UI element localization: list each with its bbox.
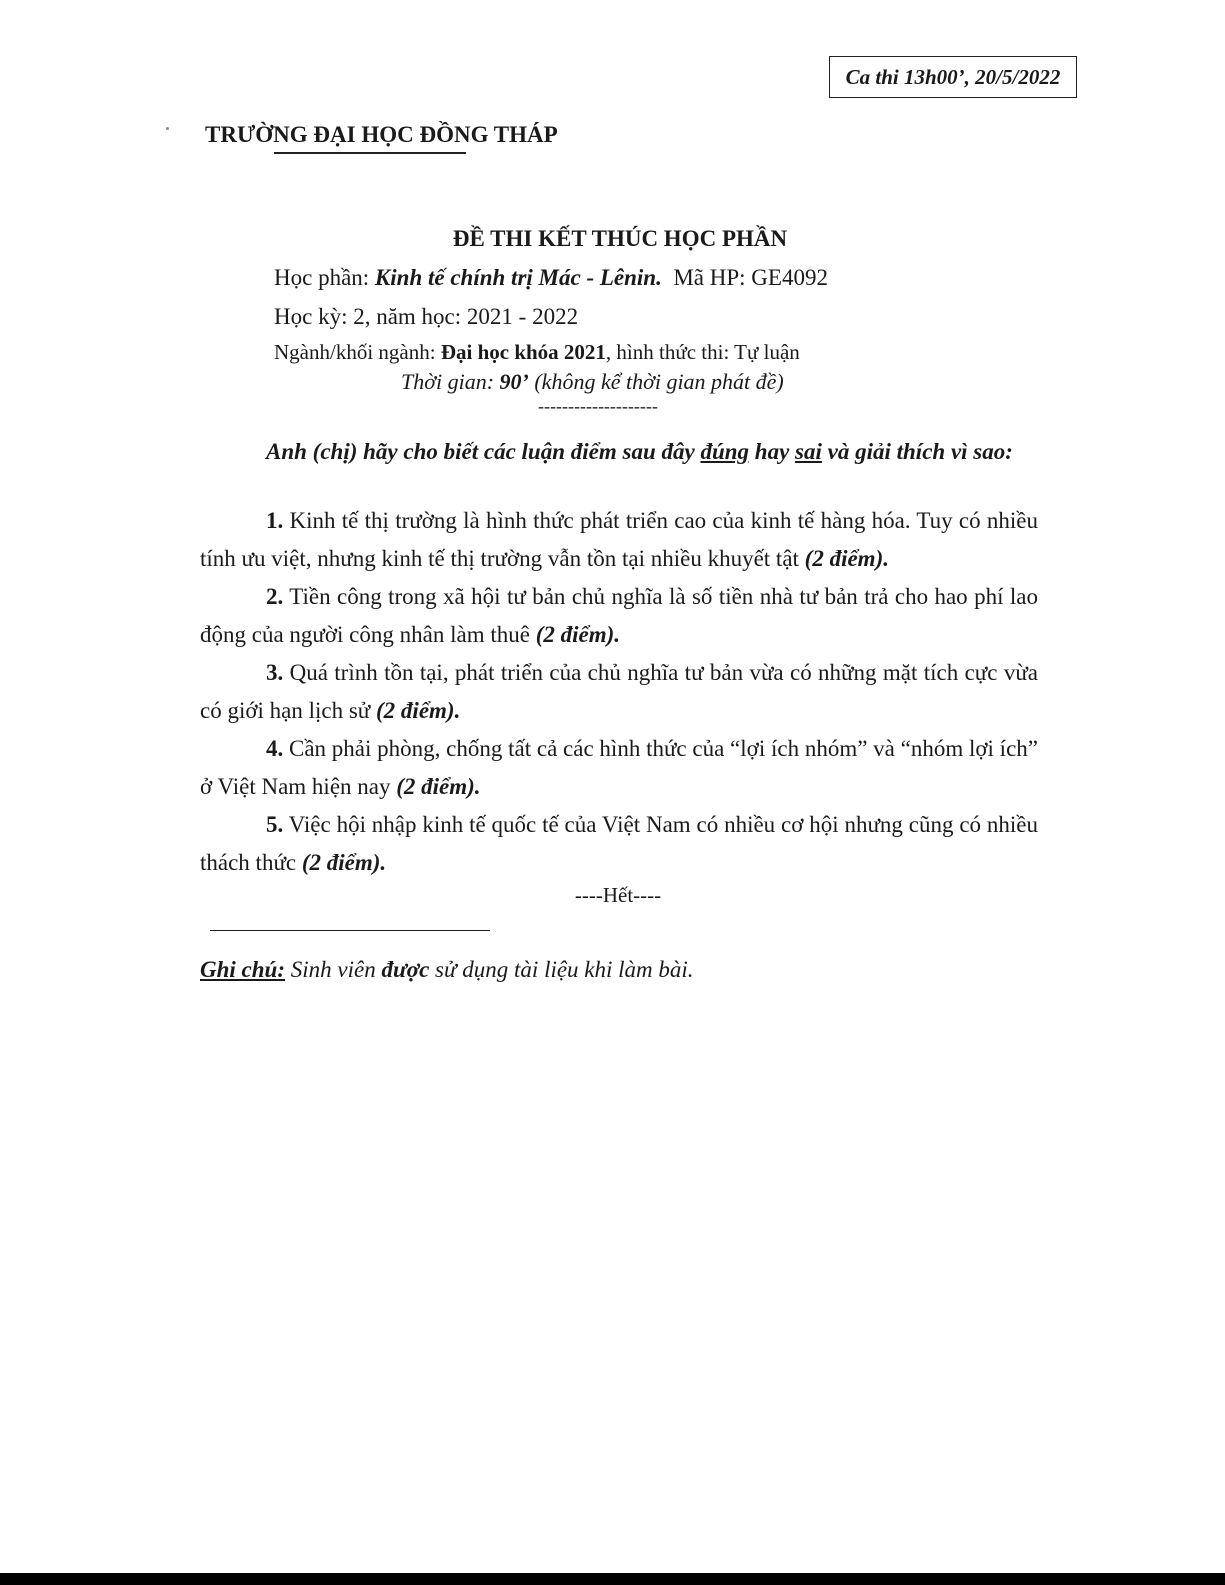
footnote-separator [210, 930, 490, 931]
course-line [274, 265, 828, 291]
note [200, 957, 694, 983]
note-text-after: sử dụng tài liệu khi làm bài. [429, 957, 694, 982]
question-text: Kinh tế thị trường là hình thức phát triển cao của kinh tế hàng hóa. Tuy có nhiều tính ưu việt, nhưng kinh tế thị trường vẫn tồn tại nhiều khuyết tật [200, 508, 1038, 571]
exam-format: , hình thức thi: Tự luận [605, 340, 800, 364]
exam-session-box [829, 56, 1077, 98]
question-text: Cần phải phòng, chống tất cả các hình thức của “lợi ích nhóm” và “nhóm lợi ích” ở Việt Nam hiện nay [200, 736, 1038, 799]
major-label: Ngành/khối ngành: [274, 340, 441, 364]
question-item [200, 502, 1038, 578]
header-dash-separator: -------------------- [538, 396, 658, 416]
course-label: Học phần: [274, 265, 375, 290]
question-number: 1. [266, 508, 284, 533]
question-points: (2 điểm). [396, 774, 481, 799]
question-points: (2 điểm). [804, 546, 889, 571]
question-item [200, 806, 1038, 882]
question-points: (2 điểm). [301, 850, 387, 875]
major-value: Đại học khóa 2021 [440, 340, 606, 364]
instruction-part2: và giải thích vì sao: [821, 439, 1013, 464]
question-item [200, 730, 1038, 806]
time-label: Thời gian: [401, 369, 500, 394]
question-text: Việc hội nhập kinh tế quốc tế của Việt Nam có nhiều cơ hội nhưng cũng có nhiều thách thức [200, 812, 1038, 875]
semester-line: Học kỳ: 2, năm học: 2021 - 2022 [274, 304, 579, 329]
scan-speck [166, 127, 169, 130]
scan-bottom-border [0, 1573, 1225, 1585]
question-points: (2 điểm). [376, 698, 461, 723]
time-line [401, 369, 784, 395]
time-note: (không kể thời gian phát đề) [528, 369, 784, 394]
question-points: (2 điểm). [535, 622, 621, 647]
exam-session-text: Ca thi 13h00’, 20/5/2022 [845, 64, 1061, 89]
instruction-part1: Anh (chị) hãy cho biết các luận điểm sau đây [266, 439, 701, 464]
time-value: 90’ [499, 369, 529, 394]
course-code: Mã HP: GE4092 [661, 265, 828, 290]
instruction [200, 430, 1040, 474]
question-item [200, 654, 1038, 730]
question-text: Tiền công trong xã hội tư bản chủ nghĩa là số tiền nhà tư bản trả cho hao phí lao động của người công nhân làm thuê [200, 584, 1038, 647]
instruction-true-word: đúng [700, 439, 750, 464]
note-text-before: Sinh viên [285, 957, 382, 982]
question-number: 5. [266, 812, 284, 837]
school-name-underline [274, 152, 466, 154]
question-text: Quá trình tồn tại, phát triển của chủ nghĩa tư bản vừa có những mặt tích cực vừa có giới hạn lịch sử [200, 660, 1038, 723]
question-item [200, 578, 1038, 654]
instruction-false-word: sai [795, 439, 822, 464]
question-number: 4. [266, 736, 284, 761]
end-marker: ----Hết---- [574, 883, 662, 907]
note-label: Ghi chú: [200, 957, 285, 982]
question-number: 3. [266, 660, 284, 685]
exam-title: ĐỀ THI KẾT THÚC HỌC PHẦN [452, 226, 788, 251]
major-line [274, 340, 800, 365]
question-list [200, 502, 1038, 882]
instruction-mid: hay [749, 439, 796, 464]
school-name: TRƯỜNG ĐẠI HỌC ĐỒNG THÁP [205, 122, 558, 147]
question-number: 2. [266, 584, 284, 609]
note-emphasis: được [381, 957, 430, 982]
course-name: Kinh tế chính trị Mác - Lênin. [374, 265, 662, 290]
